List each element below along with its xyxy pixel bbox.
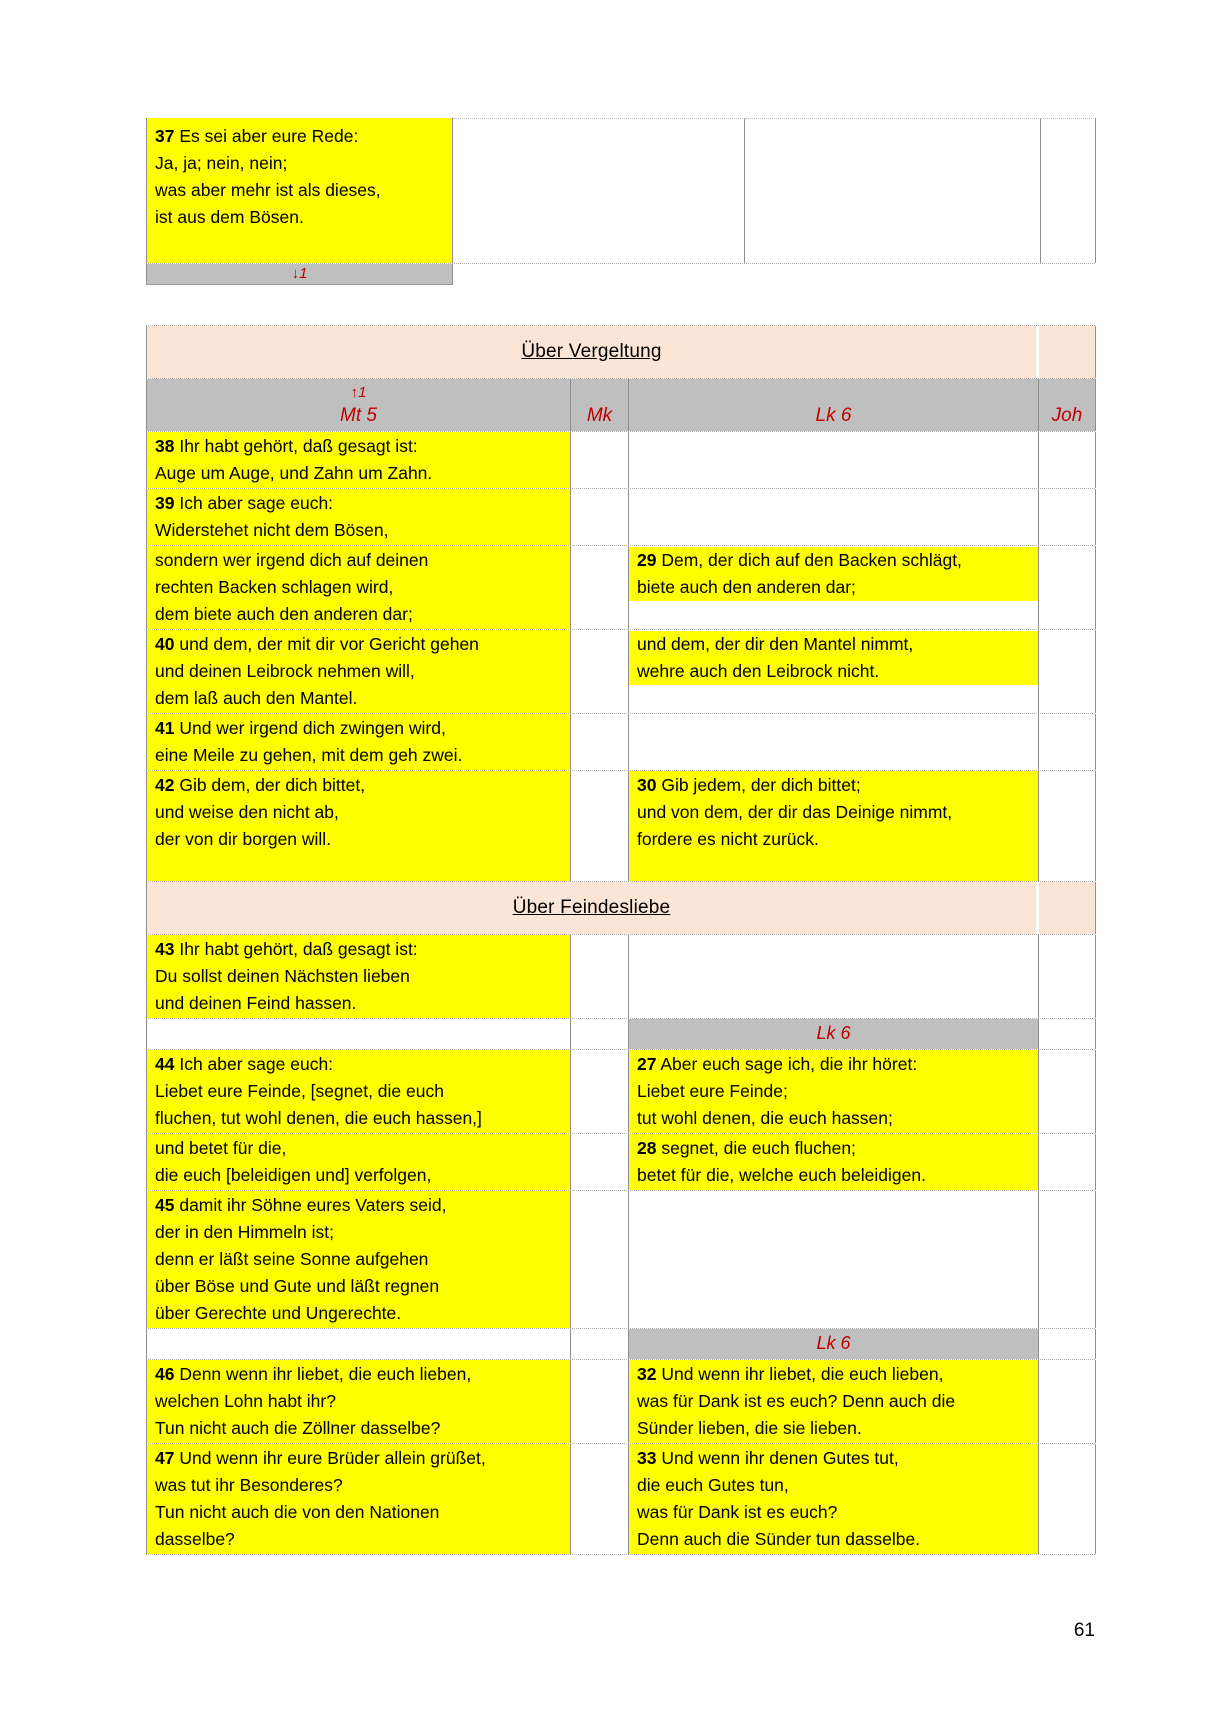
page-number: 61: [1073, 1620, 1095, 1641]
verse-line: [147, 1051, 570, 1078]
verse-cell-lk-27: [629, 1050, 1039, 1133]
verse-row-42-lk30: [146, 771, 1095, 882]
verse-number: 38: [155, 436, 175, 456]
verse-row-44b-lk28: [146, 1134, 1095, 1191]
empty-cell-lk: [629, 489, 1039, 545]
empty-cell-mk: [571, 546, 629, 629]
verse-cell-lk-28: [629, 1134, 1039, 1190]
verse-text: Ihr habt gehört, daß gesagt ist:: [174, 436, 418, 456]
verse-line: Tun nicht auch die Zöllner dasselbe?: [155, 1418, 441, 1438]
table-fragment-previous-section: [146, 118, 1095, 285]
verse-text: Ich aber sage euch:: [174, 493, 334, 513]
lk-reheader-label: Lk 6: [816, 1333, 851, 1353]
verse-line: eine Meile zu gehen, mit dem geh zwei.: [155, 745, 463, 765]
verse-text: damit ihr Söhne eures Vaters seid,: [174, 1195, 447, 1215]
verse-line: und deinen Feind hassen.: [155, 993, 357, 1013]
highlight-block: [629, 547, 1038, 601]
verse-line: fluchen, tut wohl denen, die euch hassen,]: [155, 1108, 482, 1128]
verse-number: 43: [155, 939, 175, 959]
verse-cell-lk-29: [629, 546, 1039, 629]
empty-cell-mk: [571, 1191, 629, 1328]
verse-text: Dem, der dich auf den Backen schlägt,: [656, 550, 962, 570]
verse-line: der von dir borgen will.: [155, 829, 332, 849]
verse-row-39b-lk29: [146, 546, 1095, 630]
section-band-joh-cell: [1039, 326, 1096, 378]
verse-cell-mt-45: [147, 1191, 571, 1328]
verse-line: ist aus dem Bösen.: [155, 207, 304, 227]
empty-cell-mk: [571, 714, 629, 770]
verse-line: [629, 1051, 1038, 1078]
verse-line: und betet für die,: [155, 1138, 287, 1158]
verse-line: [147, 433, 570, 460]
empty-cell-joh: [1039, 546, 1096, 629]
empty-cell-lk: [629, 1191, 1039, 1328]
column-header-label: Mt 5: [340, 405, 377, 426]
verse-line: tut wohl denen, die euch hassen;: [637, 1108, 893, 1128]
empty-cell-joh: [1039, 1134, 1096, 1190]
empty-cell: [1041, 118, 1096, 263]
section-band-vergeltung: [146, 326, 1095, 379]
verse-line: der in den Himmeln ist;: [155, 1222, 334, 1242]
empty-cell-joh: [1039, 630, 1096, 713]
verse-text: Es sei aber eure Rede:: [174, 126, 359, 146]
synopsis-table: [146, 325, 1095, 1555]
column-header-lk: [629, 379, 1039, 431]
empty-cell-mk: [571, 630, 629, 713]
section-title: Über Vergeltung: [521, 341, 662, 362]
verse-number: 32: [637, 1364, 657, 1384]
verse-number: 39: [155, 493, 175, 513]
verse-row-46-lk32: [146, 1360, 1095, 1444]
verse-line: sondern wer irgend dich auf deinen: [155, 550, 429, 570]
verse-line: Denn auch die Sünder tun dasselbe.: [637, 1529, 921, 1549]
verse-line: [147, 936, 570, 963]
verse-text: Ich aber sage euch:: [174, 1054, 334, 1074]
column-header-label: Mk: [586, 405, 613, 426]
verse-line: Ja, ja; nein, nein;: [155, 153, 288, 173]
verse-line: biete auch den anderen dar;: [637, 577, 856, 597]
empty-cell-lk: [629, 935, 1039, 1018]
column-header-mt: [147, 379, 571, 431]
verse-line: [629, 1135, 1038, 1162]
empty-cell-joh: [1039, 1191, 1096, 1328]
verse-line: was aber mehr ist als dieses,: [155, 180, 381, 200]
lk-reheader-cell: [629, 1329, 1039, 1359]
verse-line: [147, 772, 570, 799]
verse-text: Und wer irgend dich zwingen wird,: [174, 718, 446, 738]
verse-text: Gib dem, der dich bittet,: [174, 775, 366, 795]
verse-line: die euch [beleidigen und] verfolgen,: [155, 1165, 432, 1185]
verse-number: 44: [155, 1054, 175, 1074]
verse-text: Aber euch sage ich, die ihr höret:: [656, 1054, 918, 1074]
column-header-row: [146, 379, 1095, 432]
verse-number: 27: [637, 1054, 657, 1074]
empty-cell-joh: [1039, 771, 1096, 881]
verse-cell-mt-42: [147, 771, 571, 881]
empty-cell-lk: [629, 714, 1039, 770]
verse-row-43: [146, 935, 1095, 1019]
lk-reheader-row: [146, 1019, 1095, 1050]
verse-cell-lk-29b: [629, 630, 1039, 713]
verse-row-40: [146, 630, 1095, 714]
verse-line: und von dem, der dir das Deinige nimmt,: [637, 802, 953, 822]
verse-line: und dem, der dir den Mantel nimmt,: [637, 634, 914, 654]
column-header-joh: [1039, 379, 1096, 431]
lk-reheader-label: Lk 6: [816, 1023, 851, 1043]
verse-line: Tun nicht auch die von den Nationen: [155, 1502, 440, 1522]
empty-cell: [745, 118, 1041, 263]
verse-number: 46: [155, 1364, 175, 1384]
verse-text: Und wenn ihr eure Brüder allein grüßet,: [174, 1448, 486, 1468]
verse-line: [147, 123, 452, 150]
verse-cell-mt-43: [147, 935, 571, 1018]
verse-line: dem laß auch den Mantel.: [155, 688, 358, 708]
empty-cell-joh: [1039, 1360, 1096, 1443]
section-title: Über Feindesliebe: [512, 897, 671, 918]
empty-cell-mk: [571, 489, 629, 545]
verse-line: welchen Lohn habt ihr?: [155, 1391, 336, 1411]
verse-number: 37: [155, 126, 175, 146]
verse-number: 42: [155, 775, 175, 795]
column-header-label: Joh: [1051, 405, 1083, 426]
verse-line: die euch Gutes tun,: [637, 1475, 789, 1495]
verse-row-39: [146, 489, 1095, 546]
verse-line: Auge um Auge, und Zahn um Zahn.: [155, 463, 433, 483]
verse-row-44-lk27: [146, 1050, 1095, 1134]
verse-line: Widerstehet nicht dem Bösen,: [155, 520, 389, 540]
empty-cell-mt: [147, 1019, 571, 1049]
verse-row-38: [146, 432, 1095, 489]
verse-number: 47: [155, 1448, 175, 1468]
continuation-marker-bar: [146, 264, 453, 285]
empty-cell-joh: [1039, 432, 1096, 488]
verse-line: betet für die, welche euch beleidigen.: [637, 1165, 926, 1185]
verse-line: Liebet eure Feinde;: [637, 1081, 788, 1101]
verse-number: 33: [637, 1448, 657, 1468]
verse-line: über Gerechte und Ungerechte.: [155, 1303, 402, 1323]
verse-line: was für Dank ist es euch? Denn auch die: [637, 1391, 956, 1411]
empty-cell-joh: [1039, 1329, 1096, 1359]
fragment-row: [146, 118, 1095, 264]
verse-number: 28: [637, 1138, 657, 1158]
verse-line: [147, 1192, 570, 1219]
section-band-joh-cell: [1039, 882, 1096, 934]
column-header-mk: [571, 379, 629, 431]
empty-cell-mk: [571, 935, 629, 1018]
verse-line: Sünder lieben, die sie lieben.: [637, 1418, 862, 1438]
empty-cell-joh: [1039, 1444, 1096, 1554]
verse-cell-mt-41: [147, 714, 571, 770]
empty-cell-joh: [1039, 1019, 1096, 1049]
verse-row-45: [146, 1191, 1095, 1329]
verse-text: Denn wenn ihr liebet, die euch lieben,: [174, 1364, 472, 1384]
verse-line: Liebet eure Feinde, [segnet, die euch: [155, 1081, 444, 1101]
empty-cell-joh: [1039, 489, 1096, 545]
verse-number: 30: [637, 775, 657, 795]
verse-cell-mt-39b: [147, 546, 571, 629]
verse-text: und dem, der mit dir vor Gericht gehen: [174, 634, 479, 654]
verse-text: Gib jedem, der dich bittet;: [656, 775, 861, 795]
verse-text: Und wenn ihr denen Gutes tut,: [656, 1448, 899, 1468]
verse-line: was tut ihr Besonderes?: [155, 1475, 343, 1495]
section-band-feindesliebe: [146, 882, 1095, 935]
verse-line: [147, 1361, 570, 1388]
verse-line: [629, 1445, 1038, 1472]
verse-line: [147, 631, 570, 658]
verse-number: 41: [155, 718, 175, 738]
verse-line: [147, 715, 570, 742]
verse-line: [147, 1445, 570, 1472]
verse-cell-lk-30: [629, 771, 1039, 881]
empty-cell-mk: [571, 771, 629, 881]
verse-number: 29: [637, 550, 657, 570]
empty-cell-mk: [571, 1360, 629, 1443]
verse-cell-mt-46: [147, 1360, 571, 1443]
verse-row-47-lk33: [146, 1444, 1095, 1555]
verse-line: rechten Backen schlagen wird,: [155, 577, 394, 597]
continuation-up-marker: ↑1: [350, 384, 367, 401]
verse-line: über Böse und Gute und läßt regnen: [155, 1276, 440, 1296]
verse-line: [629, 547, 1038, 574]
highlight-block: [629, 631, 1038, 685]
verse-line: [147, 490, 570, 517]
verse-cell-mt-40: [147, 630, 571, 713]
empty-cell-mk: [571, 432, 629, 488]
empty-cell-lk: [629, 432, 1039, 488]
verse-line: und deinen Leibrock nehmen will,: [155, 661, 415, 681]
verse-number: 40: [155, 634, 175, 654]
verse-line: wehre auch den Leibrock nicht.: [637, 661, 880, 681]
verse-cell-lk-32: [629, 1360, 1039, 1443]
verse-line: und weise den nicht ab,: [155, 802, 339, 822]
verse-text: segnet, die euch fluchen;: [656, 1138, 856, 1158]
verse-cell-mt-44b: [147, 1134, 571, 1190]
verse-line: denn er läßt seine Sonne aufgehen: [155, 1249, 429, 1269]
empty-cell-mk: [571, 1329, 629, 1359]
verse-line: fordere es nicht zurück.: [637, 829, 819, 849]
verse-cell-mt-38: [147, 432, 571, 488]
empty-cell: [453, 118, 745, 263]
verse-line: Du sollst deinen Nächsten lieben: [155, 966, 410, 986]
verse-cell-mt-37: [147, 118, 453, 263]
verse-line: dasselbe?: [155, 1529, 235, 1549]
verse-cell-mt-44: [147, 1050, 571, 1133]
verse-line: dem biete auch den anderen dar;: [155, 604, 413, 624]
verse-line: was für Dank ist es euch?: [637, 1502, 838, 1522]
verse-line: [629, 1361, 1038, 1388]
verse-line: [629, 772, 1038, 799]
verse-row-41: [146, 714, 1095, 771]
section-band-cell: [147, 882, 1039, 934]
empty-cell-joh: [1039, 1050, 1096, 1133]
verse-number: 45: [155, 1195, 175, 1215]
empty-cell-joh: [1039, 935, 1096, 1018]
empty-cell-joh: [1039, 714, 1096, 770]
verse-cell-mt-47: [147, 1444, 571, 1554]
verse-cell-mt-39: [147, 489, 571, 545]
empty-cell-mk: [571, 1019, 629, 1049]
lk-reheader-row: [146, 1329, 1095, 1360]
empty-cell-mk: [571, 1444, 629, 1554]
section-band-cell: [147, 326, 1039, 378]
lk-reheader-cell: [629, 1019, 1039, 1049]
verse-text: Und wenn ihr liebet, die euch lieben,: [656, 1364, 944, 1384]
empty-cell-mt: [147, 1329, 571, 1359]
empty-cell-mk: [571, 1134, 629, 1190]
continuation-down-marker: ↓1: [291, 265, 308, 282]
verse-text: Ihr habt gehört, daß gesagt ist:: [174, 939, 418, 959]
column-header-label: Lk 6: [815, 405, 852, 426]
empty-cell-mk: [571, 1050, 629, 1133]
verse-cell-lk-33: [629, 1444, 1039, 1554]
